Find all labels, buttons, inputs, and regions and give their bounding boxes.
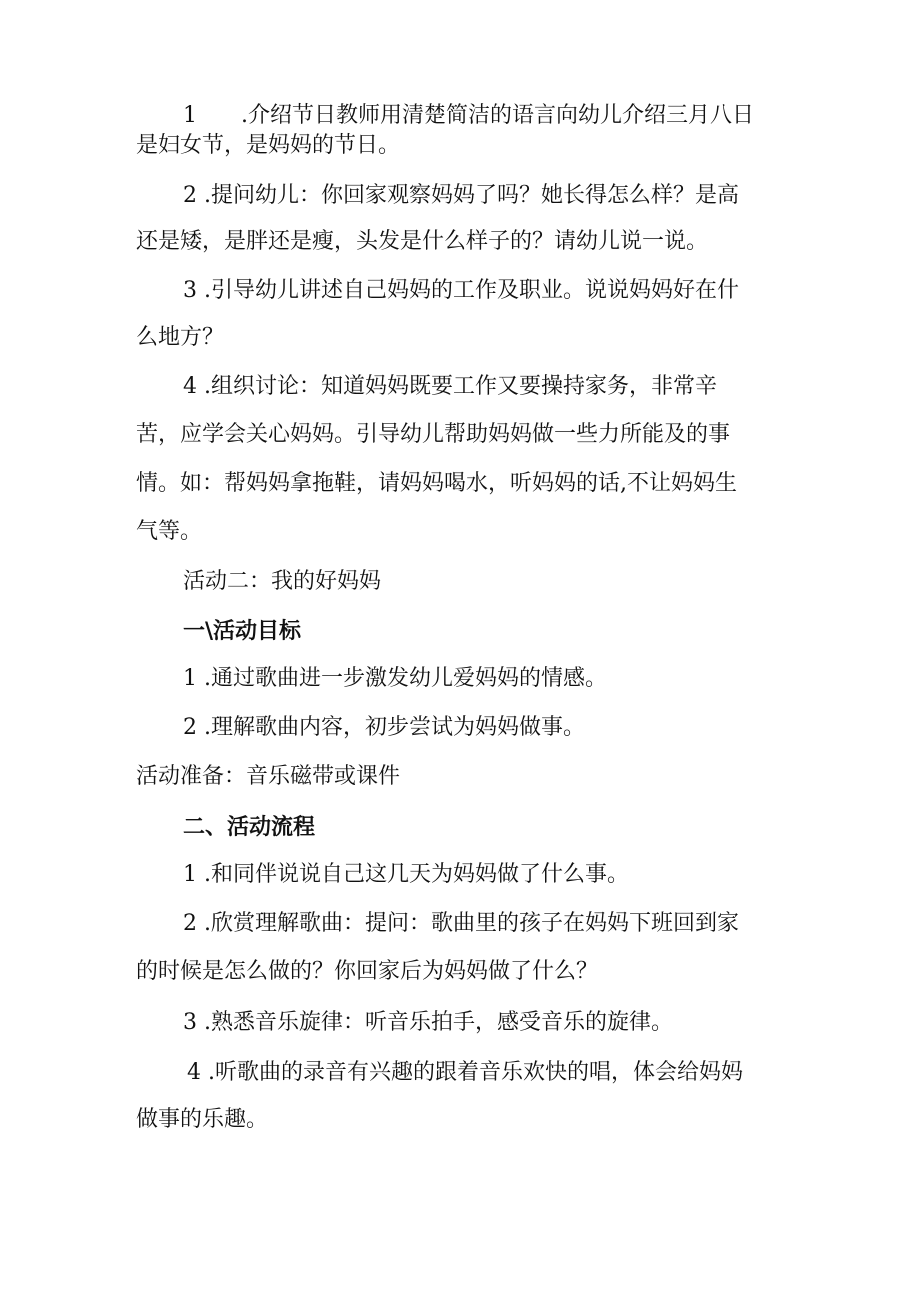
process-item-3: 3 .熟悉音乐旋律：听音乐拍手，感受音乐的旋律。 (183, 1010, 673, 1035)
paragraph-4-line-3: 情。如：帮妈妈拿拖鞋，请妈妈喝水，听妈妈的话,不让妈妈生 (136, 471, 737, 496)
paragraph-4-line-2: 苦，应学会关心妈妈。引导幼儿帮助妈妈做一些力所能及的事 (136, 422, 731, 447)
paragraph-2-line-2: 还是矮，是胖还是瘦，头发是什么样子的？请幼儿说一说。 (136, 229, 709, 254)
paragraph-1-line-2: 是妇女节，是妈妈的节日。 (136, 133, 401, 158)
paragraph-2-line-1: 2 .提问幼儿：你回家观察妈妈了吗？她长得怎么样？是高 (183, 183, 739, 208)
paragraph-3-line-2: 么地方？ (136, 325, 225, 350)
section-heading-process: 二、活动流程 (183, 814, 316, 840)
goal-item-2: 2 .理解歌曲内容，初步尝试为妈妈做事。 (183, 715, 585, 740)
activity-two-heading: 活动二：我的好妈妈 (183, 569, 382, 594)
process-item-2-line-1: 2 .欣赏理解歌曲：提问：歌曲里的孩子在妈妈下班回到家 (183, 911, 739, 936)
paragraph-1-line-1: 1 .介绍节日教师用清楚简洁的语言向幼儿介绍三月八日 (183, 103, 754, 128)
process-item-2-line-2: 的时候是怎么做的？你回家后为妈妈做了什么？ (136, 959, 599, 984)
paragraph-4-line-1: 4 .组织讨论：知道妈妈既要工作又要操持家务，非常辛 (183, 374, 717, 399)
paragraph-3-line-1: 3 .引导幼儿讲述自己妈妈的工作及职业。说说妈妈好在什 (183, 278, 739, 303)
process-item-1: 1 .和同伴说说自己这几天为妈妈做了什么事。 (183, 862, 629, 887)
paragraph-4-line-4: 气等。 (136, 519, 203, 544)
activity-preparation: 活动准备：音乐磁带或课件 (136, 764, 401, 789)
process-item-4-line-1: 4 .听歌曲的录音有兴趣的跟着音乐欢快的唱，体会给妈妈 (187, 1060, 743, 1085)
process-item-4-line-2: 做事的乐趣。 (136, 1107, 269, 1132)
section-heading-goals: 一\活动目标 (183, 618, 302, 644)
goal-item-1: 1 .通过歌曲进一步激发幼儿爱妈妈的情感。 (183, 666, 607, 691)
